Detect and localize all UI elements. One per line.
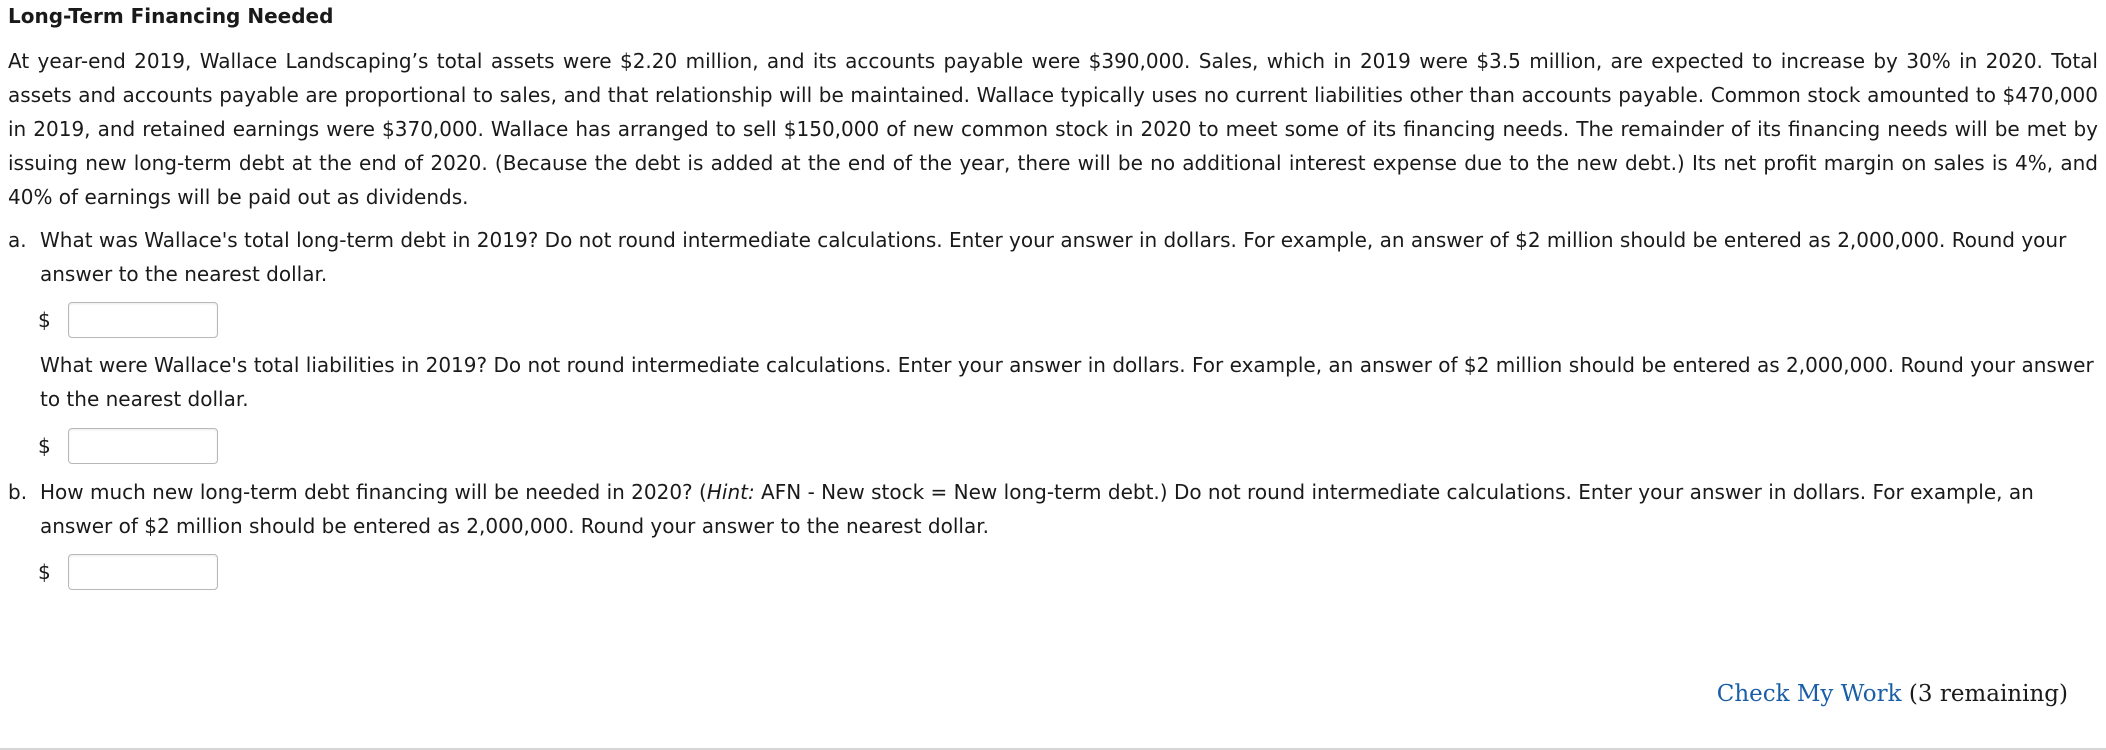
question-a-long-term-debt [8,223,2098,291]
check-my-work-area [1717,678,2068,710]
question-b-new-debt [8,475,2098,543]
question-b-text-start: How much new long-term debt financing will be needed in 2020? ( [40,480,707,504]
problem-statement: At year-end 2019, Wallace Landscaping’s total assets were $2.20 million, and its accounts payable were $390,000. Sales, which in 2019 were $3.5 million, are expected to increase by 30% in 2020. Total assets and accounts payable are proportional to sales, and that relationship will be maintained. Wallace typically uses no current liabilities other than accounts payable. Common stock amounted to $470,000 in 2019, and retained earnings were $370,000. Wallace has arranged to sell $150,000 of new common stock in 2020 to meet some of its financing needs. The remainder of its financing needs will be met by issuing new long-term debt at the end of 2020. (Because the debt is added at the end of the year, there will be no additional interest expense due to the new debt.) Its net profit margin on sales is 4%, and 40% of earnings will be paid out as dividends. [8,49,2098,209]
currency-symbol: $ [38,434,51,458]
currency-symbol: $ [38,308,51,332]
new-long-term-debt-2020-input[interactable] [68,554,218,590]
currency-symbol: $ [38,560,51,584]
question-a-part1-text: What was Wallace's total long-term debt in 2019? Do not round intermediate calculations. Enter your answer in dollars. For example, an answer of $2 million should be entered as 2,000,000. Round your answer to the nearest dollar. [40,228,2067,286]
total-liabilities-2019-input[interactable] [68,428,218,464]
question-letter-a: a. [8,228,27,252]
check-my-work-link[interactable]: Check My Work [1716,681,1902,707]
attempts-remaining: (3 remaining) [1908,681,2068,707]
question-a-part2-text: What were Wallace's total liabilities in 2019? Do not round intermediate calculations. Enter your answer in dollars. For example, an answer of $2 million should be entered as 2,000,000. Round your answer to the nearest dollar. [40,353,2094,411]
long-term-debt-2019-input[interactable] [68,302,218,338]
question-a-total-liabilities [8,348,2098,416]
hint-label: Hint: [706,480,755,504]
question-letter-b: b. [8,480,28,504]
page-title: Long-Term Financing Needed [8,4,334,28]
question-b-text [40,475,2098,543]
question-b-text-end: AFN - New stock = New long-term debt.) Do not round intermediate calculations. Enter your answer in dollars. For example, an answer of $2 million should be entered as 2,000,000. Round your answer to the nearest dollar. [40,480,2034,538]
